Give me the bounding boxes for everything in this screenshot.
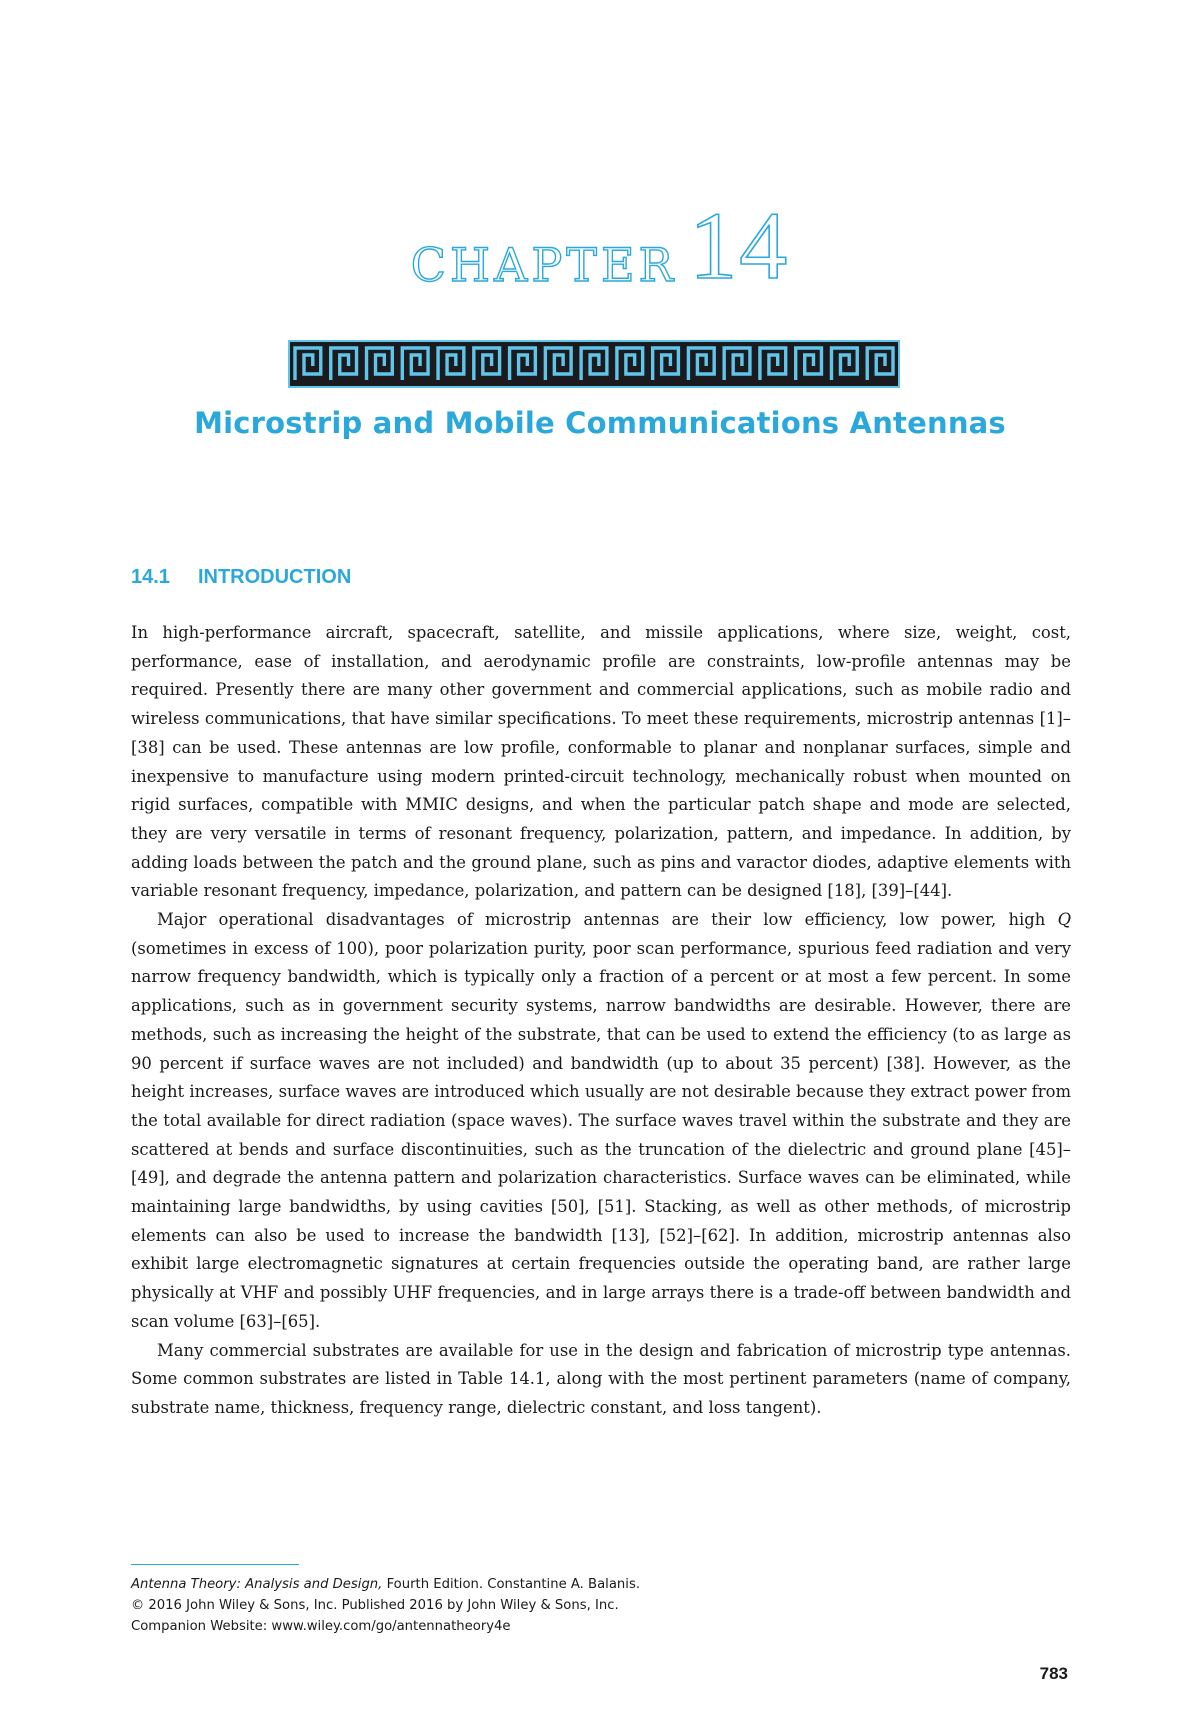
footnote-citation <box>131 1574 1031 1595</box>
section-title: INTRODUCTION <box>197 566 352 588</box>
greek-key-ornament <box>288 340 900 388</box>
section-number: 14.1 <box>131 566 170 588</box>
paragraph-3: Many commercial substrates are available for use in the design and fabrication of microstrip type antennas. Some common substrates are listed in Table 14.1, along with the most pertinent parameters (name of company, substrate name, thickness, frequency range, dielectric constant, and loss tangent). <box>131 1340 1071 1417</box>
chapter-heading <box>0 192 1200 299</box>
companion-website: Companion Website: www.wiley.com/go/antennatheory4e <box>131 1619 511 1634</box>
paragraph-1: In high-performance aircraft, spacecraft, satellite, and missile applications, where size, weight, cost, performance, ease of installation, and aerodynamic profile are constraints, low-profile antennas may be required. Presently there are many other government and commercial applications, such as mobile radio and wireless communications, that have similar specifications. To meet these requirements, microstrip antennas [1]–[38] can be used. These antennas are low profile, conformable to planar and nonplanar surfaces, simple and inexpensive to manufacture using modern printed-circuit technology, mechanically robust when mounted on rigid surfaces, compatible with MMIC designs, and when the particular patch shape and mode are selected, they are very versatile in terms of resonant frequency, polarization, pattern, and impedance. In addition, by adding loads between the patch and the ground plane, such as pins and varactor diodes, adaptive elements with variable resonant frequency, impedance, polarization, and pattern can be designed [18], [39]–[44]. <box>131 623 1071 901</box>
body-text <box>131 619 1071 1423</box>
paragraph-2 <box>131 906 1071 1337</box>
chapter-number: 14 <box>689 192 790 299</box>
book-edition: Fourth Edition. Constantine A. Balanis. <box>382 1577 641 1592</box>
book-title: Antenna Theory: Analysis and Design, <box>131 1577 383 1592</box>
paragraph-2-rest: (sometimes in excess of 100), poor polarization purity, poor scan performance, spurious feed radiation and very narrow frequency bandwidth, which is typically only a fraction of a percent or at most a few percent. In some applications, such as in government security systems, narrow bandwidths are desirable. However, there are methods, such as increasing the height of the substrate, that can be used to extend the efficiency (to as large as 90 percent if surface waves are not included) and bandwidth (up to about 35 percent) [38]. However, as the height increases, surface waves are introduced which usually are not desirable because they extract power from the total available for direct radiation (space waves). The surface waves travel within the substrate and they are scattered at bends and surface discontinuities, such as the truncation of the dielectric and ground plane [45]–[49], and degrade the antenna pattern and polarization characteristics. Surface waves can be eliminated, while maintaining large bandwidths, by using cavities [50], [51]. Stacking, as well as other methods, of microstrip elements can also be used to increase the bandwidth [13], [52]–[62]. In addition, microstrip antennas also exhibit large electromagnetic signatures at certain frequencies outside the operating band, are rather large physically at VHF and possibly UHF frequencies, and in large arrays there is a trade-off between bandwidth and scan volume [63]–[65]. <box>131 938 1071 1331</box>
chapter-label: CHAPTER <box>410 238 678 292</box>
page-number: 783 <box>1039 1664 1068 1683</box>
chapter-title: Microstrip and Mobile Communications Antennas <box>194 406 1006 440</box>
q-symbol: Q <box>1057 910 1071 930</box>
section-heading <box>131 566 351 589</box>
paragraph-2-start: Major operational disadvantages of microstrip antennas are their low efficiency, low power, high <box>157 910 1058 930</box>
footnote-rule <box>131 1564 299 1565</box>
copyright-line: © 2016 John Wiley & Sons, Inc. Published 2016 by John Wiley & Sons, Inc. <box>131 1598 619 1613</box>
footnote <box>131 1574 1031 1637</box>
